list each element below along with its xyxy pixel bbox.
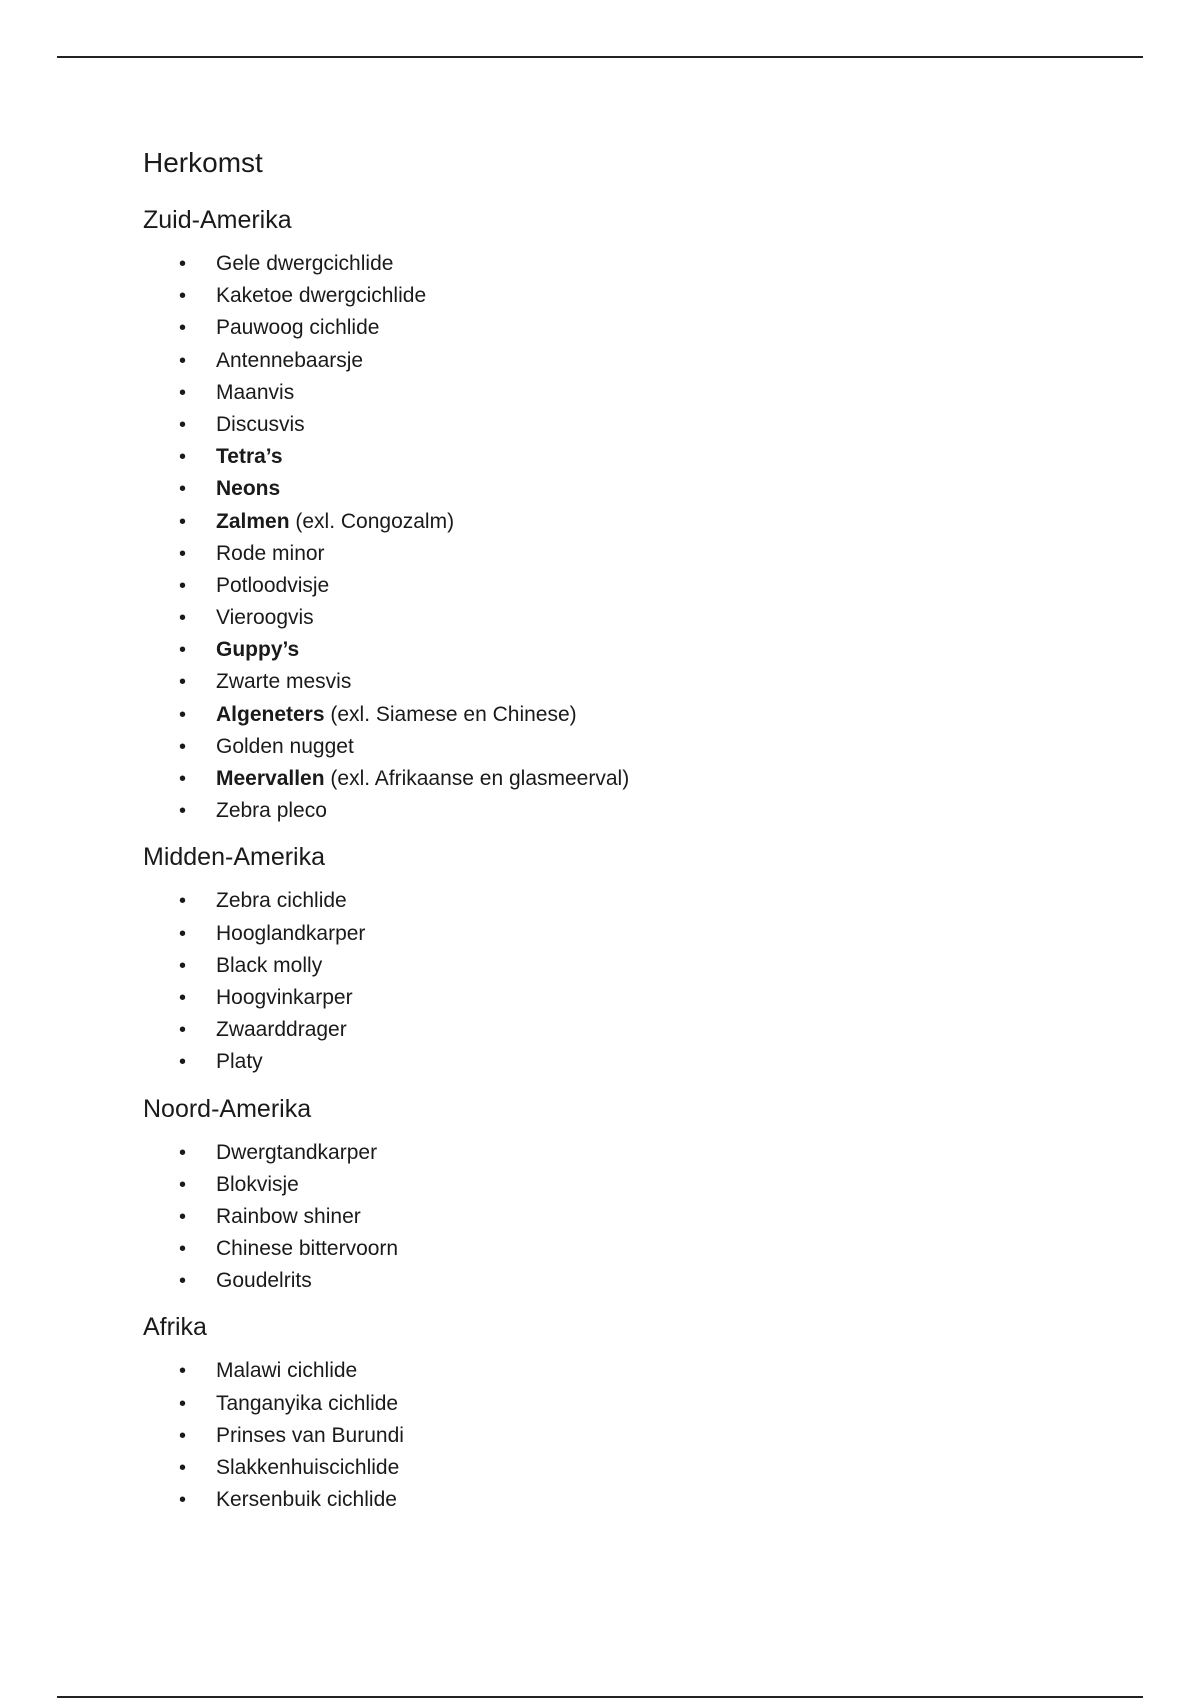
list-item	[143, 1265, 1123, 1297]
bullet-icon: •	[179, 671, 187, 694]
list-item	[143, 763, 1123, 795]
fish-list	[143, 248, 1123, 827]
list-item	[143, 409, 1123, 441]
bullet-icon: •	[179, 1489, 187, 1512]
list-item	[143, 473, 1123, 505]
list-item	[143, 1355, 1123, 1387]
list-item	[143, 950, 1123, 982]
item-text: Potloodvisje	[216, 573, 330, 597]
list-item	[143, 666, 1123, 698]
list-item	[143, 1046, 1123, 1078]
item-text: Hooglandkarper	[216, 921, 366, 945]
item-text: Zwaarddrager	[216, 1018, 347, 1042]
item-text: Blokvisje	[216, 1172, 299, 1196]
list-item	[143, 1201, 1123, 1233]
item-text: Platy	[216, 1050, 263, 1074]
list-item	[143, 441, 1123, 473]
fish-list	[143, 1355, 1123, 1516]
bullet-icon: •	[179, 1457, 187, 1479]
bullet-icon: •	[179, 1270, 187, 1293]
item-text: Goudelrits	[216, 1269, 312, 1293]
bullet-icon: •	[179, 1141, 187, 1164]
list-item	[143, 918, 1123, 950]
item-text: Dwergtandkarper	[216, 1140, 378, 1164]
bullet-icon: •	[179, 510, 187, 533]
item-text: Prinses van Burundi	[216, 1423, 404, 1447]
item-text: Zwarte mesvis	[216, 670, 352, 694]
document-body	[143, 140, 1123, 1526]
item-text: Zebra cichlide	[216, 889, 347, 913]
bullet-icon: •	[179, 1424, 187, 1447]
list-item	[143, 1388, 1123, 1420]
item-text: (exl. Siamese en Chinese)	[324, 702, 577, 726]
bullet-icon: •	[179, 542, 187, 565]
item-text: Kaketoe dwergcichlide	[216, 284, 427, 308]
bullet-icon: •	[179, 703, 187, 726]
list-item	[143, 377, 1123, 409]
item-text: Zebra pleco	[216, 799, 327, 823]
bullet-icon: •	[179, 800, 187, 823]
item-text: Tanganyika cichlide	[216, 1391, 399, 1415]
bullet-icon: •	[179, 986, 187, 1009]
page-title: Herkomst	[143, 147, 263, 178]
item-bold-text: Guppy’s	[216, 638, 300, 662]
item-text: Golden nugget	[216, 734, 354, 758]
item-bold-text: Algeneters	[216, 702, 325, 726]
item-text: Rainbow shiner	[216, 1204, 361, 1228]
bullet-icon: •	[179, 890, 187, 913]
item-bold-text: Meervallen	[216, 767, 325, 790]
list-item	[143, 982, 1123, 1014]
bullet-icon: •	[179, 1051, 187, 1074]
item-text: Gele dwergcichlide	[216, 252, 394, 275]
bullet-icon: •	[179, 1238, 187, 1261]
list-item	[143, 248, 1123, 280]
list-item	[143, 699, 1123, 731]
bullet-icon: •	[179, 954, 187, 977]
item-bold-text: Zalmen	[216, 509, 290, 533]
region-heading: Zuid-Amerika	[143, 206, 292, 234]
bullet-icon: •	[179, 1392, 187, 1415]
list-item	[143, 1233, 1123, 1265]
item-text: Kersenbuik cichlide	[216, 1488, 397, 1512]
item-text: (exl. Afrikaanse en glasmeerval)	[324, 767, 630, 790]
bullet-icon: •	[179, 285, 187, 308]
item-text: Pauwoog cichlide	[216, 316, 380, 340]
bullet-icon: •	[179, 413, 187, 436]
bullet-icon: •	[179, 607, 187, 630]
item-text: Chinese bittervoorn	[216, 1237, 399, 1261]
bullet-icon: •	[179, 639, 187, 662]
header-rule	[57, 56, 1143, 58]
bullet-icon: •	[179, 478, 187, 501]
bullet-icon: •	[179, 1019, 187, 1042]
list-item	[143, 312, 1123, 344]
list-item	[143, 1169, 1123, 1201]
region-heading: Noord-Amerika	[143, 1094, 312, 1123]
bullet-icon: •	[179, 381, 187, 404]
list-item	[143, 731, 1123, 763]
bullet-icon: •	[179, 349, 187, 372]
region-heading: Midden-Amerika	[143, 843, 326, 872]
region-heading: Afrika	[143, 1313, 207, 1342]
item-text: Antennebaarsje	[216, 348, 364, 372]
item-text: Malawi cichlide	[216, 1359, 358, 1383]
sections-container	[143, 200, 1123, 1516]
item-text: (exl. Congozalm)	[289, 509, 455, 533]
bullet-icon: •	[179, 1205, 187, 1228]
item-bold-text: Tetra’s	[216, 445, 283, 469]
bullet-icon: •	[179, 574, 187, 597]
item-text: Discusvis	[216, 412, 305, 436]
list-item	[143, 1420, 1123, 1452]
item-bold-text: Neons	[216, 477, 281, 501]
item-text: Vieroogvis	[216, 606, 314, 630]
item-text: Black molly	[216, 953, 323, 977]
bullet-icon: •	[179, 735, 187, 758]
list-item	[143, 1452, 1123, 1484]
list-item	[143, 885, 1123, 917]
list-item	[143, 280, 1123, 312]
bullet-icon: •	[179, 317, 187, 340]
bullet-icon: •	[179, 446, 187, 469]
bullet-icon: •	[179, 253, 187, 275]
list-item	[143, 1484, 1123, 1516]
list-item	[143, 634, 1123, 666]
item-text: Hoogvinkarper	[216, 985, 353, 1009]
footer-rule	[57, 1696, 1143, 1698]
fish-list	[143, 1137, 1123, 1298]
item-text: Rode minor	[216, 541, 325, 565]
bullet-icon: •	[179, 922, 187, 945]
list-item	[143, 1137, 1123, 1169]
list-item	[143, 1014, 1123, 1046]
list-item	[143, 602, 1123, 634]
list-item	[143, 506, 1123, 538]
list-item	[143, 570, 1123, 602]
list-item	[143, 795, 1123, 827]
item-text: Slakkenhuiscichlide	[216, 1456, 400, 1479]
bullet-icon: •	[179, 1173, 187, 1196]
fish-list	[143, 885, 1123, 1078]
list-item	[143, 538, 1123, 570]
list-item	[143, 345, 1123, 377]
item-text: Maanvis	[216, 380, 295, 404]
bullet-icon: •	[179, 1360, 187, 1383]
bullet-icon: •	[179, 768, 187, 790]
